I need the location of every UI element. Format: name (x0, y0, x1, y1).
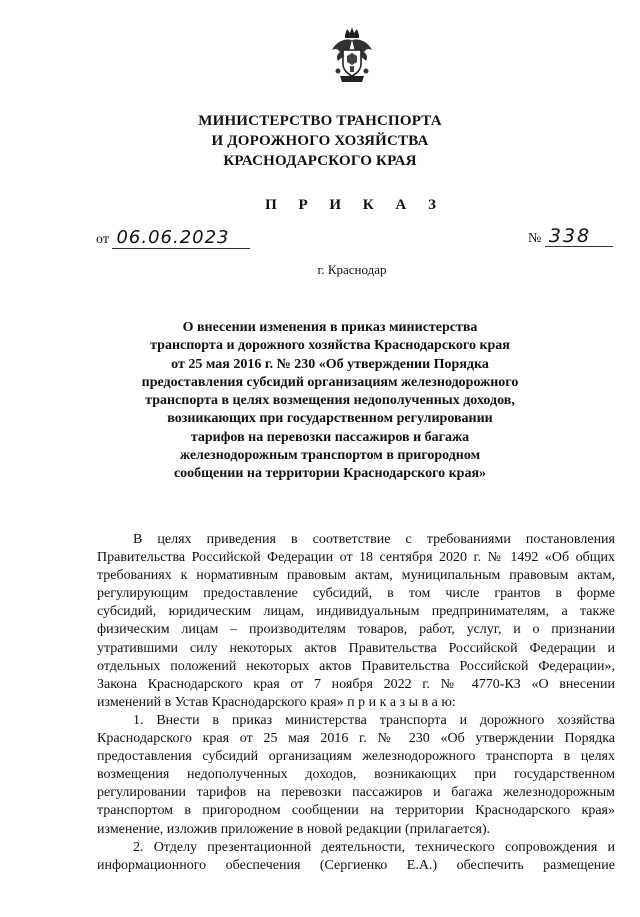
city-name: г. Краснодар (317, 262, 387, 277)
body-line: 1. Внести в приказ министерства транспорта и дорожного хозяйства (133, 712, 615, 728)
body-line: Правительства Российской Федерации от 18 сентября 2020 г. № 1492 «Об общих (97, 550, 615, 566)
order-number-line (528, 226, 613, 247)
subject-line: О внесении изменения в приказ министерства (182, 320, 478, 335)
ministry-heading (0, 111, 640, 171)
body-line: предоставления субсидий организациям железнодорожного транспорта в целях (97, 749, 615, 765)
ministry-line: И ДОРОЖНОГО ХОЗЯЙСТВА (211, 133, 429, 149)
subject-line: предоставления субсидий организациям железнодорожного (141, 374, 519, 390)
subject-line: возникающих при государственном регулировании (167, 411, 493, 427)
ministry-line: КРАСНОДАРСКОГО КРАЯ (223, 153, 417, 169)
body-line: регулирующим предоставление субсидий, в том числе грантов в форме (97, 586, 615, 602)
order-title: П Р И К А З (265, 197, 445, 213)
body-line: возмещения недополученных доходов, возникающих при государственном (97, 767, 615, 783)
body-line: требованиях к нормативным правовым актам, муниципальным правовым актам, (97, 568, 615, 584)
order-body (97, 531, 615, 875)
body-line: В целях приведения в соответствие с требованиями постановления (133, 532, 615, 547)
order-date-line (96, 228, 250, 249)
body-line: отдельных положений некоторых актов Правительства Российской Федерации», (97, 658, 615, 674)
body-line: утратившими силу некоторых актов Правительства Российской Федерации и (97, 640, 615, 656)
body-line: субсидий, юридическим лицам, индивидуальным предпринимателям, а также (97, 604, 615, 620)
subject-line: тарифов на перевозки пассажиров и багажа (190, 429, 470, 445)
body-line: Закона Краснодарского края от 7 ноября 2022 г. № 4770-КЗ «О внесении (97, 676, 615, 692)
body-line: транспортом в пригородном сообщении на территории Краснодарского края» (97, 803, 615, 819)
body-line: изменений в Устав Краснодарского края» п р и к а з ы в а ю: (97, 694, 456, 710)
ministry-line: МИНИСТЕРСТВО ТРАНСПОРТА (198, 113, 442, 129)
coat-of-arms-icon (328, 26, 376, 84)
body-line: изменение, изложив приложение в новой редакции (прилагается). (97, 821, 491, 837)
order-date: 06.06.2023 (112, 228, 250, 249)
subject-line: железнодорожным транспортом в пригородном (179, 448, 481, 464)
body-line: физическим лицам – производителям товаров, работ, услуг, и о признании (97, 622, 615, 638)
order-subject (120, 319, 540, 484)
subject-line: сообщении на территории Краснодарского края» (173, 466, 487, 482)
order-number: 338 (545, 226, 613, 247)
body-line: информационного обеспечения (Сергиенко Е.А.) обеспечить размещение (97, 857, 615, 873)
date-prefix: от (96, 232, 109, 247)
subject-line: транспорта в целях возмещения недополученных доходов, (145, 393, 515, 409)
subject-line: от 25 мая 2016 г. № 230 «Об утверждении Порядка (171, 356, 489, 372)
subject-line: транспорта и дорожного хозяйства Краснодарского края (150, 338, 510, 354)
number-prefix: № (528, 231, 542, 246)
body-line: 2. Отделу презентационной деятельности, технического сопровождения и (133, 839, 615, 855)
body-line: регулировании тарифов на перевозки пассажиров и багажа железнодорожным (97, 785, 615, 801)
body-line: Краснодарского края от 25 мая 2016 г. № 230 «Об утверждении Порядка (97, 731, 615, 747)
